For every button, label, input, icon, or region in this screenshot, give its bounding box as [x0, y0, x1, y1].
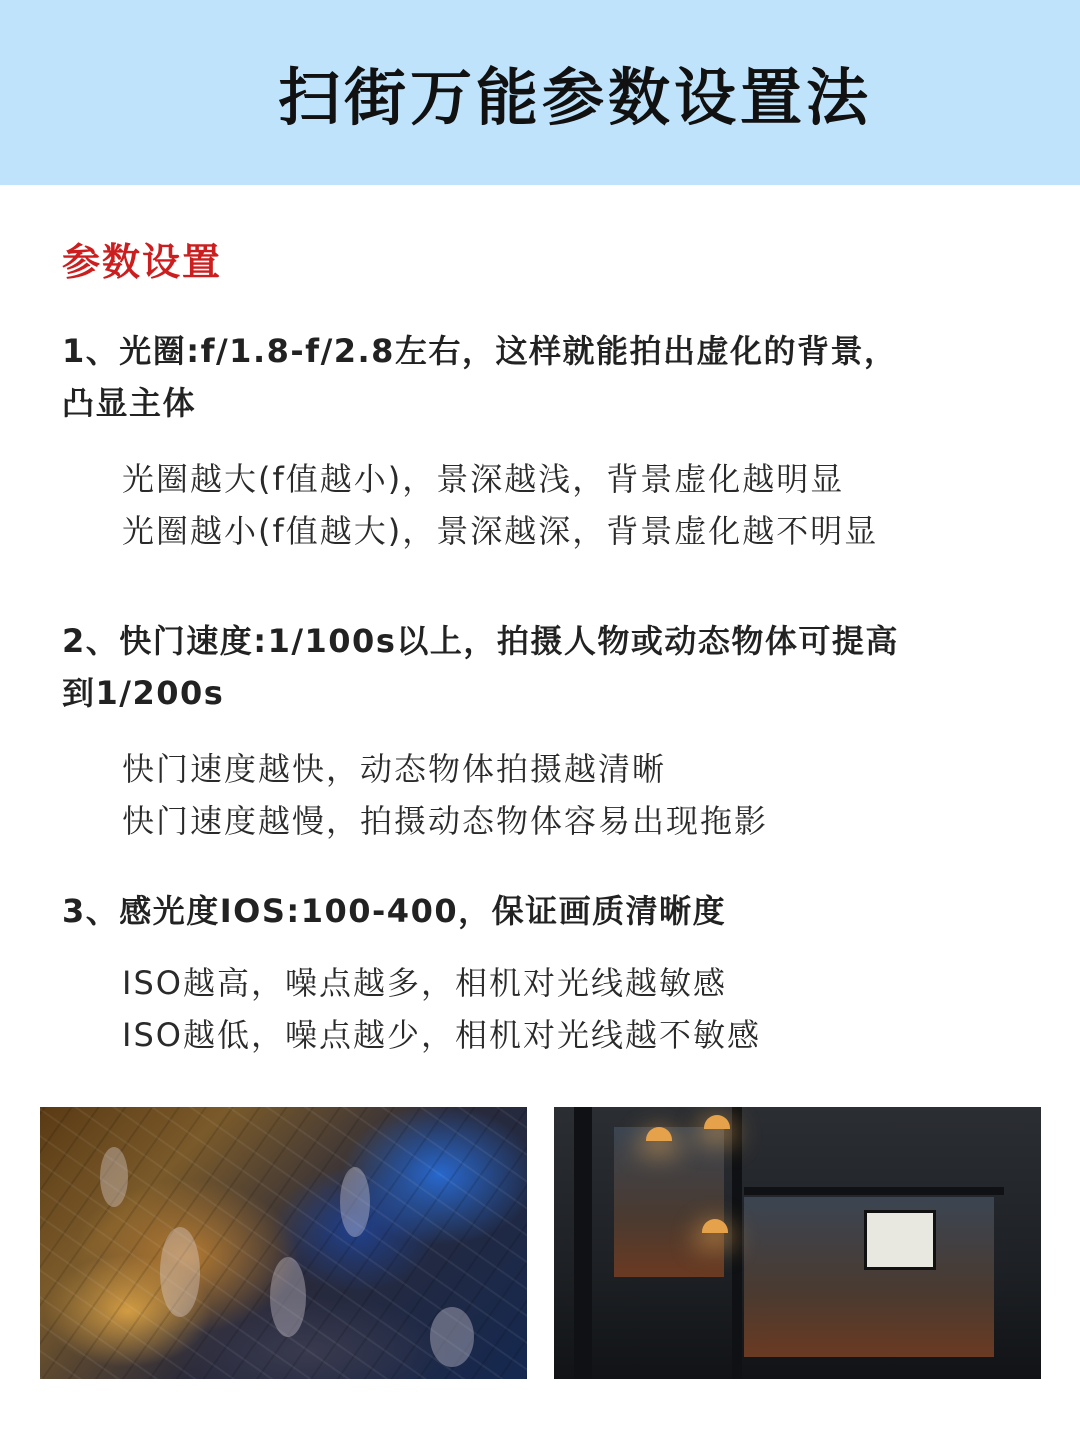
param-heading-line: 3、感光度IOS:100-400，保证画质清晰度 — [62, 892, 727, 930]
param-note: 光圈越小(f值越大)，景深越深，背景虚化越不明显 — [122, 512, 879, 550]
param-notes — [62, 453, 1022, 557]
param-heading-line: 1、光圈:f/1.8-f/2.8左右，这样就能拍出虚化的背景， — [62, 332, 898, 370]
param-note: ISO越低，噪点越少，相机对光线越不敏感 — [122, 1016, 761, 1054]
cafe-window — [614, 1127, 724, 1277]
motion-blur-figure — [160, 1227, 200, 1317]
param-heading-line: 到1/200s — [62, 674, 225, 712]
param-note: 快门速度越快，动态物体拍摄越清晰 — [122, 750, 667, 788]
param-item-aperture — [62, 325, 1022, 557]
param-note: 光圈越大(f值越小)，景深越浅，背景虚化越明显 — [122, 460, 845, 498]
page-title: 扫街万能参数设置法 — [277, 61, 872, 134]
param-notes — [62, 743, 1022, 847]
hanging-lamp — [704, 1115, 730, 1129]
motion-blur-figure — [430, 1307, 474, 1367]
window-frame — [732, 1107, 742, 1379]
menu-board — [864, 1210, 936, 1270]
param-note: 快门速度越慢，拍摄动态物体容易出现拖影 — [122, 802, 769, 840]
title-banner — [0, 0, 1080, 185]
param-item-iso — [62, 885, 1022, 1061]
param-heading-line: 2、快门速度:1/100s以上，拍摄人物或动态物体可提高 — [62, 622, 899, 660]
window-frame — [744, 1187, 1004, 1195]
param-heading-line: 凸显主体 — [62, 384, 197, 422]
window-frame — [574, 1107, 592, 1379]
motion-blur-figure — [270, 1257, 306, 1337]
param-item-shutter — [62, 615, 1022, 847]
article-body — [62, 235, 1022, 1054]
cafe-night-photo — [554, 1107, 1041, 1379]
param-note: ISO越高，噪点越多，相机对光线越敏感 — [122, 964, 727, 1002]
street-night-photo — [40, 1107, 527, 1379]
motion-blur-figure — [340, 1167, 370, 1237]
hanging-lamp — [702, 1219, 728, 1233]
param-notes — [62, 957, 1022, 1061]
section-title: 参数设置 — [62, 240, 223, 284]
motion-blur-figure — [100, 1147, 128, 1207]
